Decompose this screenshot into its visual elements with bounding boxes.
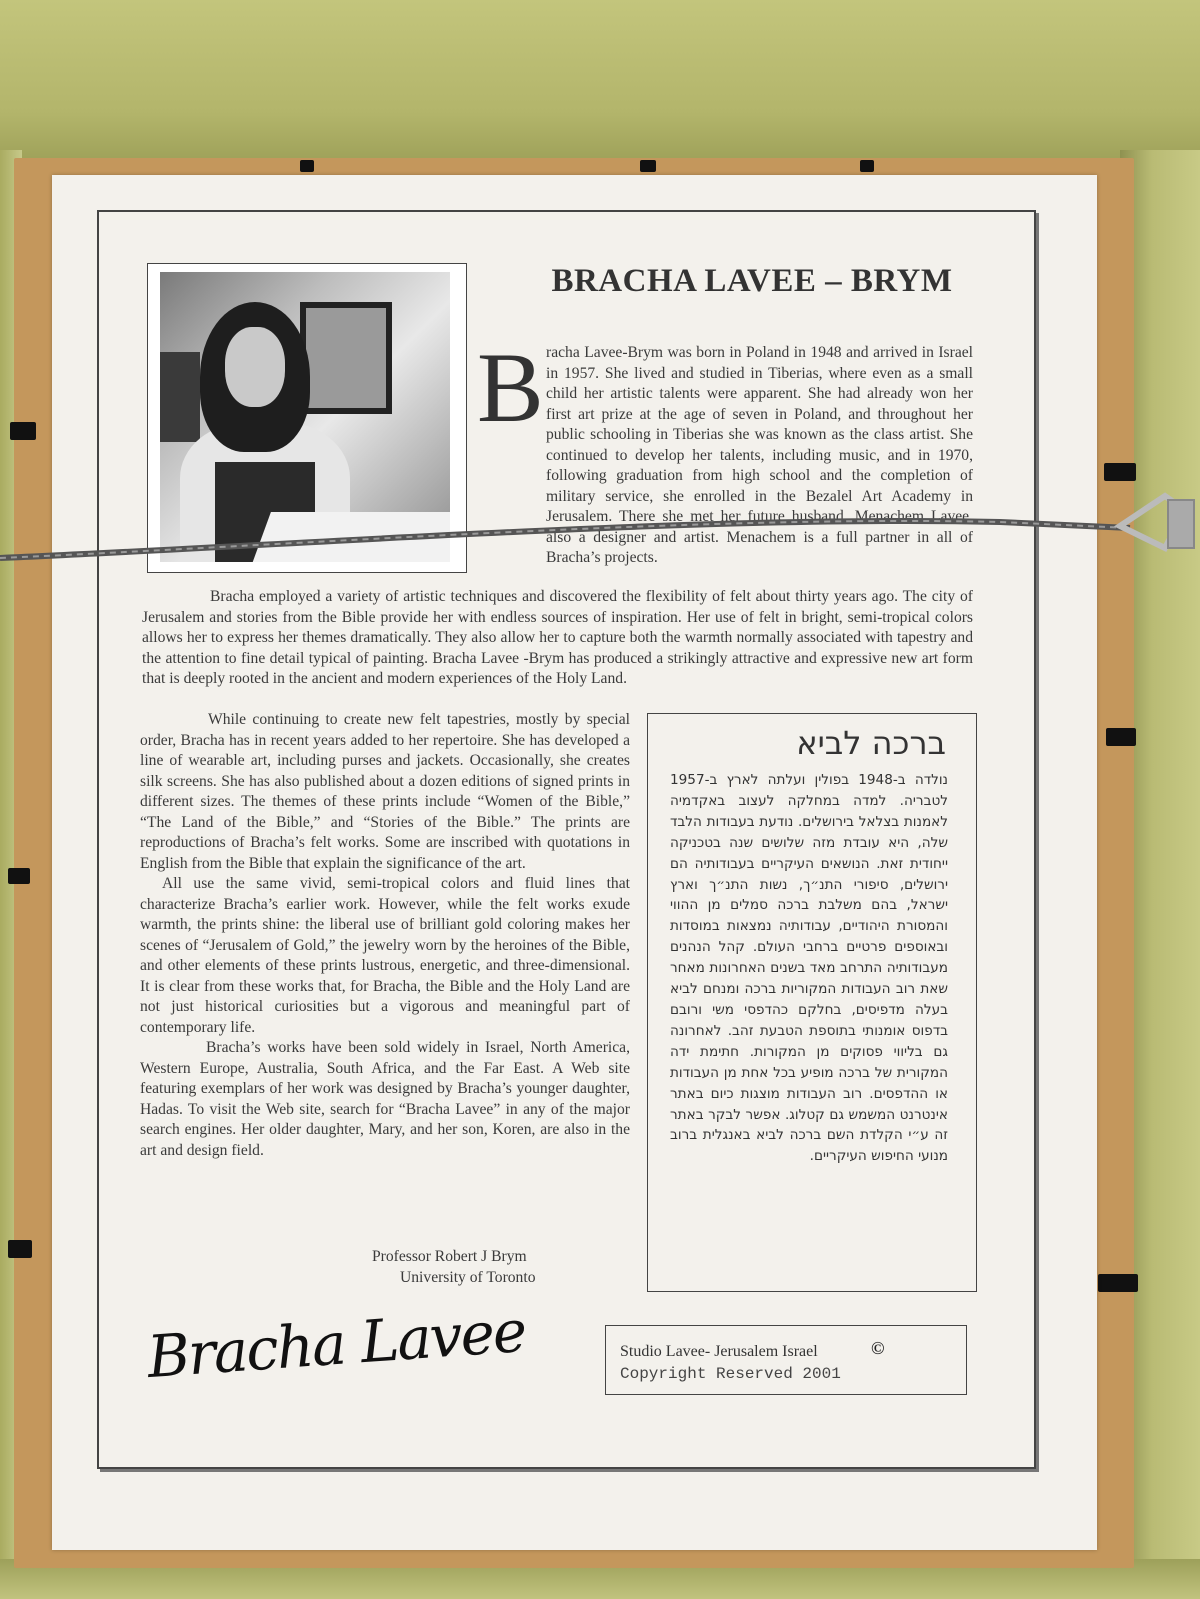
bio-paragraph-3: While continuing to create new felt tapestries, mostly by special order, Bracha has in recent years added to her repertoire. She has developed a line of wearable art, including purses and jackets. Occasionally, she creates silk screens. She has also published about a dozen editions of signed prints in different sizes. The themes of these prints include “Women of the Bible,” “The Land of the Bible,” and “Stories of the Bible.” The prints are reproductions of Bracha’s felt works. Some are inscribed with quotations in English from the Bible that explain the significance of the art.	[140, 711, 630, 872]
bio-paragraph-5: Bracha’s works have been sold widely in Israel, North America, Western Europe, Australia, South Africa, and the Far East. A Web site featuring exemplars of her work was designed by Bracha’s younger daughter, Hadas. To visit the Web site, search for “Bracha Lavee” in any of the major search engines. Her older daughter, Mary, and her son, Koren, are also in the art and design field.	[140, 1039, 630, 1159]
studio-copyright-box	[605, 1325, 967, 1395]
author-name: Professor Robert J Brym	[372, 1248, 527, 1265]
copyright-line: Copyright Reserved 2001	[620, 1365, 841, 1383]
author-affiliation: University of Toronto	[400, 1268, 536, 1286]
frame-top-edge	[0, 0, 1200, 160]
frame-clip	[8, 868, 30, 884]
hebrew-body: נולדה ב-1948 בפולין ועלתה לארץ ב-1957 לטבריה. למדה במחלקה לעצוב באקדמיה לאמנות בצלאל בירושלים. נודעת בעבודות הלבד שלה, היא עובדת מזה שלושים שנה בטכניקה ייחודית זאת. הנושאים העיקריים בעבודותיה הם ירושלים, סיפורי התנ״ך, נשות התנ״ך וארץ ישראל, בהם משלבת ברכה סמלים מן ההווי והמסורת היהודיים, עבודותיה נמצאות במוסדות ובאוספים פרטיים ברחבי העולם. קהל הנהנים מעבודותיה התרחב מאד בשנים האחרונות מאחר שאת רוב העבודות המקוריות ברכה ומנחם לביא בעלה מדפיסים, בחלקם כהדפסי משי ורובם בדפוס אומנותי בתוספת הטבעת זהב. לאחרונה גם בליווי פסוקים מן המקורות. חתימת ידה המקורית של ברכה מופיע בכל אחת מן העבודות או ההדפסים. רוב העבודות מוצגות כיום באתר אינטרנט המשמש גם קטלוג. אפשר לבקר באתר זה ע״י הקלדת השם ברכה לביא באנגלית ברוב מנועי החיפוש העיקריים.	[670, 772, 948, 1165]
bio-column	[140, 710, 630, 1161]
frame-clip	[1106, 728, 1136, 746]
biography-sheet	[52, 175, 1097, 1550]
frame-clip	[1104, 463, 1136, 481]
bio-paragraph-2: Bracha employed a variety of artistic techniques and discovered the flexibility of felt about thirty years ago. The city of Jerusalem and stories from the Bible provide her with endless sources of inspiration. Her use of felt in bright, semi-tropical colors allows her to express her themes dramatically. They also allow her to capture both the warmth normally associated with tapestry and the attention to fine detail typical of painting. Bracha Lavee -Brym has produced a strikingly attractive and expressive new art form that is deeply rooted in the ancient and modern experiences of the Holy Land.	[142, 588, 973, 687]
frame-clip	[300, 160, 314, 172]
frame-clip	[640, 160, 656, 172]
frame-clip	[860, 160, 874, 172]
hebrew-biography-box	[647, 713, 977, 1292]
bio-paragraph-4: All use the same vivid, semi-tropical colors and fluid lines that characterize Bracha’s earlier work. However, while the felt works exude warmth, the prints shine: the liberal use of brilliant gold coloring makes her scenes of “Jerusalem of Gold,” the jewelry worn by the heroines of the Bible, and other elements of these prints lustrous, energetic, and three-dimensional. It is clear from these works that, for Bracha, the Bible and the Holy Land are not just historical curiosities but a vigorous and meaningful part of contemporary life.	[140, 875, 630, 1036]
artist-photo	[147, 263, 467, 573]
artist-signature: Bracha Lavee	[145, 1296, 528, 1392]
drop-cap: B	[477, 332, 544, 443]
frame-clip	[8, 1240, 32, 1258]
page-title: BRACHA LAVEE – BRYM	[551, 263, 953, 299]
author-credit	[372, 1247, 612, 1288]
hebrew-title: ברכה לביא	[796, 724, 946, 762]
studio-line: Studio Lavee- Jerusalem Israel	[620, 1343, 818, 1360]
frame-clip	[1098, 1274, 1138, 1292]
bio-paragraph-1: racha Lavee-Brym was born in Poland in 1948 and arrived in Israel in 1957. She lived and studied in Tiberias, where even as a small child her artistic talents were apparent. She had already won her first art prize at the age of seven in Poland, and throughout her public schooling in Tiberias she was known as the class artist. She continued to develop her talents, including music, and in 1970, following graduation from high school and the completion of military service, she enrolled in the Bezalel Art Academy in Jerusalem. There she met her future husband, Menachem Lavee, also a designer and artist. Menachem is a full partner in all of Bracha’s projects.	[546, 344, 973, 566]
copyright-icon: ©	[871, 1338, 885, 1358]
frame-clip	[10, 422, 36, 440]
